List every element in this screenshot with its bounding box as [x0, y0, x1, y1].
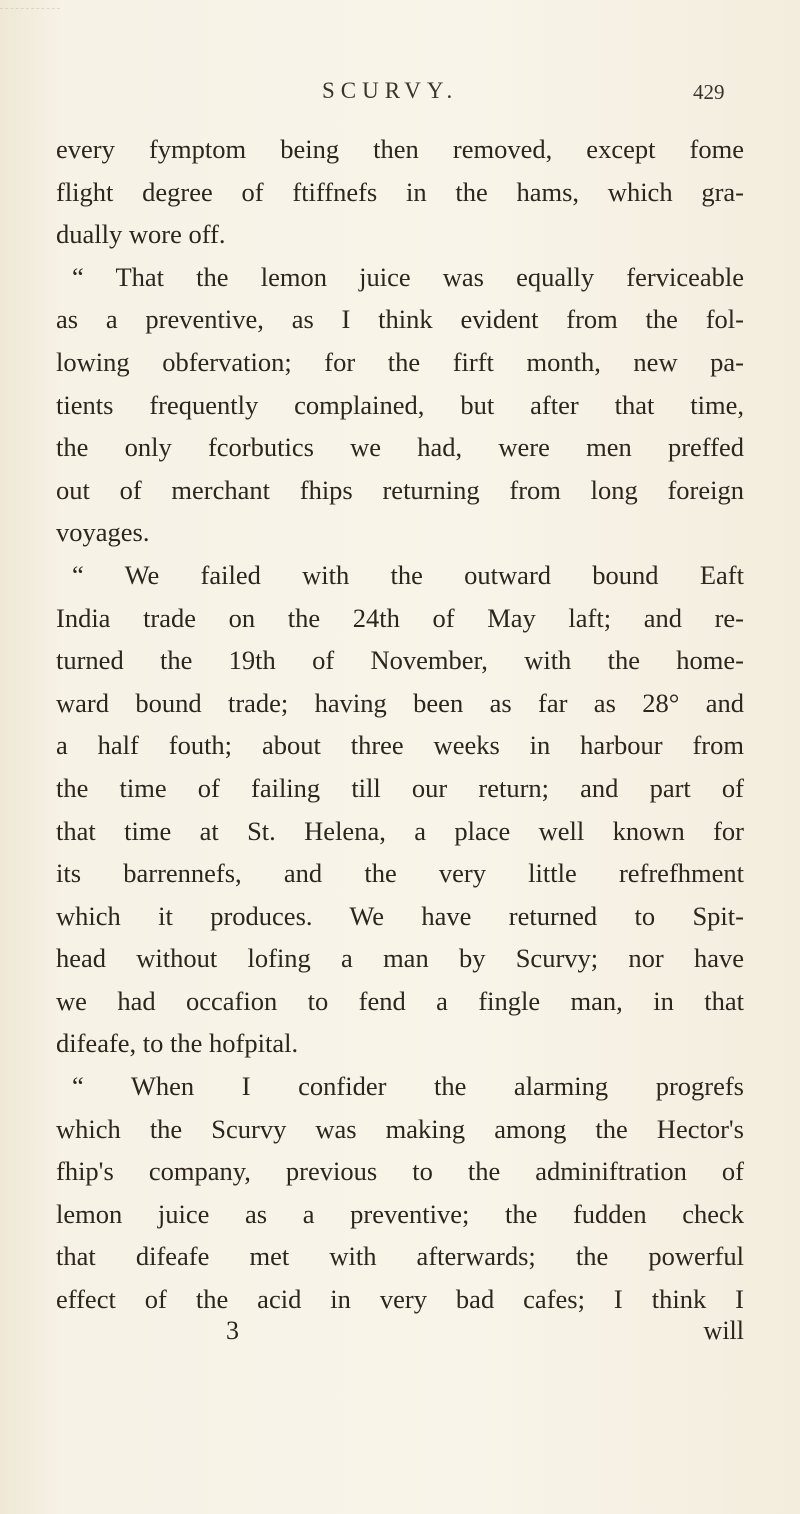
text-line: out of merchant fhips returning from long foreign [56, 474, 744, 505]
text-line: every fymptom being then removed, except fome [56, 134, 744, 164]
text-line: ward bound trade; having been as far as 28° and [56, 687, 744, 718]
text-line: turned the 19th of November, with the home- [56, 645, 744, 676]
text-line: difeafe, to the hofpital. [56, 1028, 299, 1059]
paragraph-start-line: “ We failed with the outward bound Eaft [72, 559, 744, 590]
text-line: its barrennefs, and the very little refrefhment [56, 858, 744, 889]
text-line: the time of failing till our return; and part of [56, 772, 744, 803]
text-line: India trade on the 24th of May laft; and re- [56, 602, 744, 633]
footer-line [56, 1316, 744, 1358]
text-line: we had occafion to fend a fingle man, in that [56, 985, 744, 1016]
text-line: which it produces. We have returned to Spit- [56, 900, 744, 931]
text-line: that difeafe met with afterwards; the powerful [56, 1241, 744, 1272]
body-text [56, 128, 744, 1321]
text-line: which the Scurvy was making among the Hector's [56, 1113, 744, 1144]
text-line: head without lofing a man by Scurvy; nor have [56, 943, 744, 974]
text-line: as a preventive, as I think evident from the fol- [56, 304, 744, 335]
text-line: a half fouth; about three weeks in harbour from [56, 730, 744, 761]
text-line: that time at St. Helena, a place well known for [56, 815, 744, 846]
page-number: 429 [693, 80, 725, 104]
text-line: fhip's company, previous to the adminiftration of [56, 1156, 744, 1187]
text-line: lowing obfervation; for the firft month, new pa- [56, 346, 744, 377]
paragraph-start-line: “ When I confider the alarming progrefs [72, 1071, 744, 1102]
text-line: dually wore off. [56, 219, 226, 250]
text-line: effect of the acid in very bad cafes; I think I [56, 1284, 744, 1315]
page-edge-mark [0, 8, 60, 35]
text-line: lemon juice as a preventive; the fudden check [56, 1198, 744, 1229]
paragraph-start-line: “ That the lemon juice was equally ferviceable [72, 261, 744, 292]
signature-mark: 3 [226, 1316, 239, 1345]
text-line: tients frequently complained, but after that time, [56, 389, 744, 420]
catchword: will [703, 1316, 744, 1345]
running-title: SCURVY. [322, 78, 459, 103]
text-line: voyages. [56, 517, 150, 548]
text-line: flight degree of ftiffnefs in the hams, which gra- [56, 176, 744, 207]
text-line: the only fcorbutics we had, were men preffed [56, 432, 744, 463]
